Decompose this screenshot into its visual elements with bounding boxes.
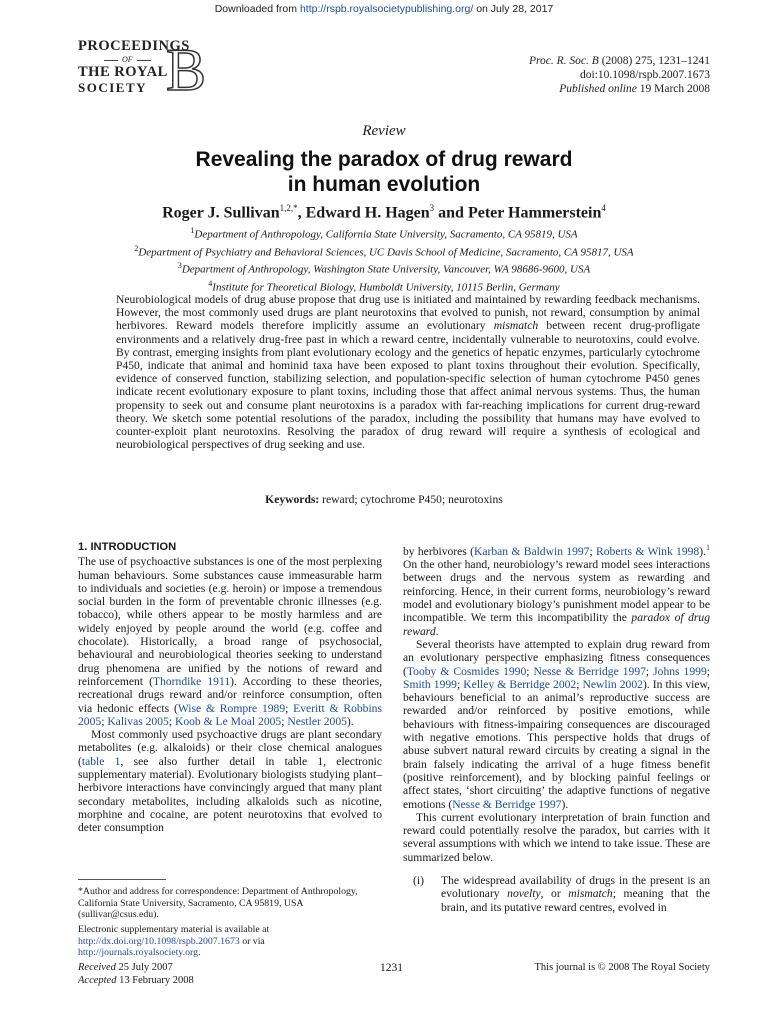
download-prefix: Downloaded from	[214, 3, 300, 15]
reference-link[interactable]: Wise & Rompre 1989	[177, 701, 286, 715]
reference-link[interactable]: Newlin 2002	[582, 677, 643, 691]
reference-link[interactable]: Tooby & Cosmides 1990	[406, 664, 527, 678]
download-suffix: on July 28, 2017	[473, 3, 554, 15]
footnote-divider	[78, 879, 166, 880]
section-heading: 1. INTRODUCTION	[78, 541, 177, 553]
citation-block	[529, 54, 710, 96]
accepted-label: Accepted	[78, 974, 117, 986]
correspondence-footnote: *Author and address for correspondence: Department of Anthropology, California State University, Sacramento, CA 95819, USA (sullivar@csus.edu).	[78, 886, 358, 920]
published-label: Published online	[559, 83, 637, 95]
paragraph	[403, 541, 710, 638]
paragraph-emphasis: novelty	[507, 887, 541, 901]
reference-separator: ;	[456, 677, 464, 691]
affiliation-number: 4	[208, 278, 213, 288]
reference-link[interactable]: Roberts & Wink 1998	[596, 544, 700, 558]
reference-link[interactable]: Kelley & Berridge 2002	[463, 677, 577, 691]
body-column-right	[403, 541, 710, 914]
reference-link[interactable]: Everitt & Robbins 2005	[78, 701, 382, 728]
received-date: 25 July 2007	[115, 962, 173, 973]
list-item	[403, 874, 710, 914]
paragraph-text: Most commonly used psychoactive drugs are plant secondary metabolites (e.g. alkaloids) or their close chemical analogues (	[78, 728, 382, 768]
affiliation-text: Institute for Theoretical Biology, Humboldt University, 10115 Berlin, Germany	[212, 281, 560, 294]
reference-separator: ;	[285, 701, 294, 715]
affiliation-item	[0, 224, 768, 242]
keywords-label: Keywords:	[265, 493, 320, 506]
received-accepted	[78, 962, 194, 987]
reference-link[interactable]: Nesse & Berridge 1997	[452, 797, 562, 811]
paragraph	[78, 555, 382, 728]
affiliation-text: Department of Anthropology, California State University, Sacramento, CA 95819, USA	[194, 228, 578, 241]
list-item-number: (i)	[413, 873, 424, 887]
abstract	[116, 293, 700, 451]
affiliation-number: 2	[134, 243, 139, 253]
affiliation-item	[0, 242, 768, 260]
reference-link[interactable]: Karban & Baldwin 1997	[473, 544, 590, 558]
paragraph-text: ). According to these theories, recreational drugs reward and/or reinforce consumption, often via hedonic effects (	[78, 674, 383, 715]
author-separator: and	[434, 204, 468, 222]
affiliation-item	[0, 277, 768, 295]
reference-link[interactable]: Thorndike 1911	[152, 674, 231, 688]
download-notice	[0, 3, 768, 15]
paragraph	[403, 638, 710, 811]
keywords	[0, 493, 768, 506]
affiliation-number: 1	[190, 226, 195, 235]
paragraph	[78, 728, 382, 834]
reference-separator: ;	[645, 664, 654, 678]
reference-separator: ;	[281, 714, 288, 728]
download-link[interactable]: http://rspb.royalsocietypublishing.org/	[299, 3, 474, 15]
paragraph-text: ). In this view, behaviours beneficial to an animal’s reproductive success are rewarded and/or reinforced by positive emotions, while behaviours with fitness-impairing consequences are discouraged with negative emotions. This perspective holds that drugs of abuse subvert natural reward circuits by creating a signal in the brain falsely indicating the arrival of a huge fitness benefit (positive reinforcement), and by blocking painful feelings or affect states, ‘short circuiting’ the adaptive functions of negative emotions (	[403, 677, 711, 811]
affiliation-text: Department of Anthropology, Washington State University, Vancouver, WA 98686-9600, USA	[181, 263, 591, 276]
author-name: Peter Hammerstein	[467, 204, 602, 222]
reference-separator: ;	[168, 714, 175, 728]
paragraph-text: , or	[540, 887, 569, 901]
logo-the-royal: THE ROYAL	[78, 64, 168, 80]
footnote-text: .	[198, 947, 201, 958]
paragraph-text: The widespread availability of drugs in the present is an evolutionary	[441, 873, 710, 901]
paragraph-emphasis: mismatch	[568, 887, 613, 901]
reference-link[interactable]: Koob & Le Moal 2005	[174, 714, 282, 728]
keywords-text: reward; cytochrome P450; neurotoxins	[319, 493, 503, 506]
author-name: Edward H. Hagen	[305, 204, 430, 222]
received-line	[78, 962, 194, 975]
list-item-text	[441, 874, 710, 914]
esm-doi-link[interactable]: http://dx.doi.org/10.1098/rspb.2007.1673	[78, 935, 240, 947]
footnote-link[interactable]: 1	[706, 543, 710, 552]
paragraph-text: The use of psychoactive substances is one of the most perplexing human behaviours. Some substances cause immeasurable harm to individuals and societies (e.g. heroin) or impose a tremendous social burden in the form of preventable chronic illnesses (e.g. tobacco), while others appear to be mostly harmless and are widely enjoyed by people around the world (e.g. coffee and chocolate). Historically, a broad range of psychosocial, behavioural and neurobiological theories seeking to understand drug phenomena are unified by the notions of reward and reinforcement (	[78, 555, 382, 688]
reference-separator: ;	[101, 714, 108, 728]
affiliation-item	[0, 259, 768, 277]
esm-footnote	[78, 924, 382, 959]
author-list	[0, 203, 768, 222]
paragraph-text: ).	[561, 797, 569, 811]
reference-separator: ;	[589, 544, 596, 558]
author-superscript: 1,2,*	[279, 203, 298, 213]
affiliation-list	[0, 224, 768, 295]
accepted-line	[78, 975, 194, 988]
abstract-text: between recent drug-profligate environments and a relatively drug-free past in which a reward centre, incidentally vulnerable to neurotoxins, could evolve. By contrast, emerging insights from plant evolutionary ecology and the genetics of hepatic enzymes, particularly cytochrome P450, indicate that animal and hominid taxa have been exposed to plant toxins throughout their evolution. Specifically, evidence of conserved function, stabilizing selection, and population-specific selection of human cytochrome P450 genes indicate recent evolutionary exposure to plant toxins, including those that affect animal nervous systems. Thus, the human propensity to seek out and consume plant neurotoxins is a paradox with far-reaching implications for current drug-reward theory. We sketch some potential resolutions of the paradox, including the possibility that humans may have evolved to counter-exploit plant neurotoxins. Resolving the paradox of drug reward will require a synthesis of ecological and neurobiological perspectives of drug seeking and use.	[116, 319, 700, 452]
journal-logo	[78, 37, 207, 103]
title-line-2: in human evolution	[287, 173, 481, 196]
citation-volume: (2008) 275, 1231–1241	[598, 55, 710, 67]
affiliation-number: 3	[177, 261, 182, 271]
esm-journal-link[interactable]: http://journals.royalsociety.org	[78, 947, 198, 958]
received-label: Received	[78, 962, 116, 973]
abstract-text: Neurobiological models of drug abuse propose that drug use is initiated and maintained by rewarding feedback mechanisms. However, the most commonly used drugs are plant neurotoxins that evolved to punish, not reward, consumption by animal herbivores. Reward models therefore implicitly assume an evolutionary	[116, 293, 700, 333]
affiliation-text: Department of Psychiatry and Behavioral Sciences, UC Davis School of Medicine, Sacramento, CA 95817, USA	[138, 246, 634, 259]
paragraph-text: ).	[699, 544, 706, 558]
paragraph-text: On the other hand, neurobiology’s reward model sees interactions between drugs and the nervous system as rewarding and reinforcing. Hence, in their current forms, neurobiology’s reward model and evolutionary biology’s punishment model appear to be incompatible. We term this incompatibility the	[403, 558, 710, 625]
citation-doi: doi:10.1098/rspb.2007.1673	[579, 69, 710, 81]
footnote-text: Electronic supplementary material is available at	[78, 924, 270, 935]
copyright-notice: This journal is © 2008 The Royal Society	[534, 962, 710, 973]
logo-b-letter: B	[166, 37, 207, 103]
title-line-1: Revealing the paradox of drug reward	[195, 148, 573, 171]
logo-society: SOCIETY	[78, 80, 148, 95]
author-separator: ,	[297, 204, 306, 222]
citation-published-line	[529, 82, 710, 96]
author-superscript: 4	[601, 203, 606, 213]
reference-separator: ;	[706, 664, 710, 678]
article-type: Review	[362, 123, 406, 139]
author-superscript: 3	[429, 203, 435, 213]
logo-of: OF	[100, 55, 155, 64]
abstract-emphasis: mismatch	[493, 319, 539, 333]
table-link[interactable]: table 1	[81, 754, 121, 768]
reference-link[interactable]: Johns 1999	[653, 664, 707, 678]
reference-separator: ;	[526, 664, 534, 678]
footnote-text: or via	[239, 935, 265, 947]
journal-name: Proc. R. Soc. B	[528, 55, 599, 67]
body-column-left	[78, 541, 382, 835]
reference-link[interactable]: Nesse & Berridge 1997	[533, 664, 646, 678]
paragraph-text: ; meaning that the brain, and its putative reward centres, evolved in	[441, 887, 710, 914]
paragraph-text: , see also further detail in table 1, electronic supplementary material). Evolutionary biologists studying plant–herbivore interactions have convincingly argued that many plant secondary metabolites, including alkaloids such as nicotine, morphine and cocaine, are potent neurotoxins that evolved to deter consumption	[78, 754, 382, 835]
page-number: 1231	[380, 962, 403, 974]
paragraph-text: by herbivores (	[403, 544, 474, 558]
paragraph-text: .	[435, 624, 439, 638]
paragraph-text: Several theorists have attempted to explain drug reward from an evolutionary perspective emphasizing fitness consequences (	[403, 637, 710, 678]
logo-proceedings: PROCEEDINGS	[78, 38, 190, 54]
published-date: 19 March 2008	[636, 83, 710, 95]
paragraph-emphasis: paradox of drug reward	[403, 611, 710, 638]
article-title	[0, 147, 768, 197]
paragraph-text: ).	[346, 714, 354, 728]
reference-link[interactable]: Nestler 2005	[287, 714, 347, 728]
reference-separator: ;	[576, 677, 583, 691]
citation-journal-line	[529, 54, 710, 68]
reference-link[interactable]: Kalivas 2005	[107, 714, 169, 728]
accepted-date: 13 February 2008	[116, 974, 194, 986]
author-name: Roger J. Sullivan	[162, 204, 280, 222]
reference-link[interactable]: Smith 1999	[403, 677, 457, 691]
paragraph: This current evolutionary interpretation of brain function and reward could potentially resolve the paradox, but carries with it several assumptions with which we intend to take issue. These are summarized below.	[403, 810, 710, 864]
